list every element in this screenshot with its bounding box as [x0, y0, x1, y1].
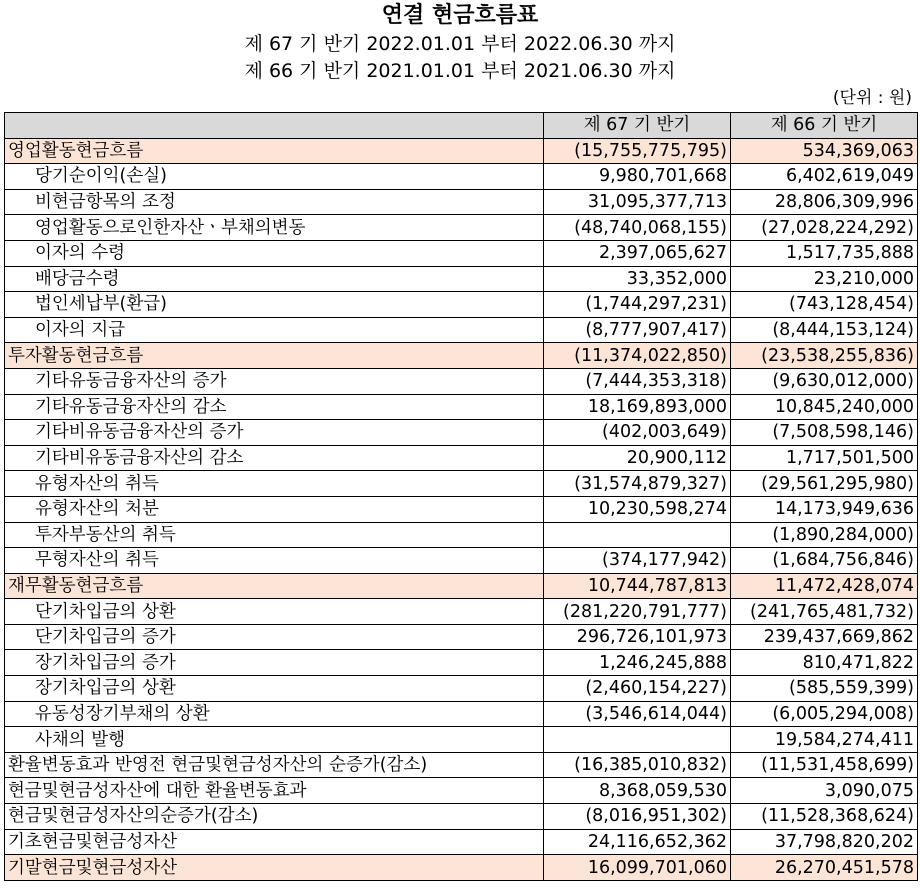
- section-row: [5, 855, 918, 881]
- table-row: [5, 522, 918, 548]
- current-period-amount: (8,016,951,302): [544, 804, 731, 830]
- current-period-amount: 31,095,377,713: [544, 189, 731, 215]
- current-period-amount: 8,368,059,530: [544, 778, 731, 804]
- table-row: [5, 317, 918, 343]
- row-label: 재무활동현금흐름: [5, 573, 544, 599]
- current-period-amount: 296,726,101,973: [544, 624, 731, 650]
- current-period-amount: 18,169,893,000: [544, 394, 731, 420]
- prior-period-amount: (29,561,295,980): [731, 471, 918, 497]
- statement-title: 연결 현금흐름표: [381, 3, 539, 28]
- row-label: 유형자산의 취득: [5, 471, 544, 497]
- current-period-amount: (16,385,010,832): [544, 752, 731, 778]
- current-period-amount: (31,574,879,327): [544, 471, 731, 497]
- prior-period-amount: 23,210,000: [731, 266, 918, 292]
- prior-period-amount: 3,090,075: [731, 778, 918, 804]
- current-period-amount: (402,003,649): [544, 420, 731, 446]
- section-row: [5, 138, 918, 164]
- current-period-amount: 9,980,701,668: [544, 164, 731, 190]
- prior-period-amount: (1,890,284,000): [731, 522, 918, 548]
- current-period-amount: (7,444,353,318): [544, 368, 731, 394]
- table-row: [5, 727, 918, 753]
- current-period-amount: (15,755,775,795): [544, 138, 731, 164]
- current-period-amount: 10,230,598,274: [544, 496, 731, 522]
- header-current-period: 제 67 기 반기: [544, 113, 731, 139]
- row-label: 영업활동현금흐름: [5, 138, 544, 164]
- current-period-amount: (2,460,154,227): [544, 676, 731, 702]
- row-label: 무형자산의 취득: [5, 548, 544, 574]
- table-row: [5, 189, 918, 215]
- current-period-amount: (374,177,942): [544, 548, 731, 574]
- table-row: [5, 266, 918, 292]
- prior-period-amount: (8,444,153,124): [731, 317, 918, 343]
- table-row: [5, 445, 918, 471]
- table-row: [5, 548, 918, 574]
- row-label: 현금및현금성자산에 대한 환율변동효과: [5, 778, 544, 804]
- prior-period-amount: (743,128,454): [731, 292, 918, 318]
- current-period-amount: (8,777,907,417): [544, 317, 731, 343]
- table-row: [5, 394, 918, 420]
- row-label: 기타비유동금융자산의 감소: [5, 445, 544, 471]
- prior-period-amount: (241,765,481,732): [731, 599, 918, 625]
- header-item: [5, 113, 544, 139]
- current-period-amount: 24,116,652,362: [544, 829, 731, 855]
- row-label: 법인세납부(환급): [5, 292, 544, 318]
- prior-period-amount: 37,798,820,202: [731, 829, 918, 855]
- table-row: [5, 292, 918, 318]
- row-label: 기타비유동금융자산의 증가: [5, 420, 544, 446]
- unit-label: (단위 : 원): [832, 88, 912, 108]
- table-row: [5, 701, 918, 727]
- row-label: 유동성장기부채의 상환: [5, 701, 544, 727]
- current-period-amount: 10,744,787,813: [544, 573, 731, 599]
- period-prior: 제 66 기 반기 2021.01.01 부터 2021.06.30 까지: [244, 60, 676, 82]
- row-label: 장기차입금의 증가: [5, 650, 544, 676]
- row-label: 기초현금및현금성자산: [5, 829, 544, 855]
- prior-period-amount: 10,845,240,000: [731, 394, 918, 420]
- current-period-amount: (281,220,791,777): [544, 599, 731, 625]
- row-label: 장기차입금의 상환: [5, 676, 544, 702]
- row-label: 기말현금및현금성자산: [5, 855, 544, 881]
- prior-period-amount: (11,528,368,624): [731, 804, 918, 830]
- prior-period-amount: 14,173,949,636: [731, 496, 918, 522]
- prior-period-amount: 19,584,274,411: [731, 727, 918, 753]
- prior-period-amount: (23,538,255,836): [731, 343, 918, 369]
- current-period-amount: (1,744,297,231): [544, 292, 731, 318]
- current-period-amount: (48,740,068,155): [544, 215, 731, 241]
- row-label: 단기차입금의 상환: [5, 599, 544, 625]
- prior-period-amount: (1,684,756,846): [731, 548, 918, 574]
- row-label: 이자의 수령: [5, 240, 544, 266]
- prior-period-amount: 239,437,669,862: [731, 624, 918, 650]
- row-label: 사채의 발행: [5, 727, 544, 753]
- table-row: [5, 420, 918, 446]
- table-row: [5, 599, 918, 625]
- row-label: 비현금항목의 조정: [5, 189, 544, 215]
- row-label: 투자활동현금흐름: [5, 343, 544, 369]
- row-label: 당기순이익(손실): [5, 164, 544, 190]
- current-period-amount: [544, 522, 731, 548]
- current-period-amount: 33,352,000: [544, 266, 731, 292]
- current-period-amount: [544, 727, 731, 753]
- table-row: [5, 676, 918, 702]
- table-row: [5, 164, 918, 190]
- prior-period-amount: (9,630,012,000): [731, 368, 918, 394]
- row-label: 투자부동산의 취득: [5, 522, 544, 548]
- table-row: [5, 240, 918, 266]
- prior-period-amount: (11,531,458,699): [731, 752, 918, 778]
- row-label: 영업활동으로인한자산ㆍ부채의변동: [5, 215, 544, 241]
- row-label: 환율변동효과 반영전 현금및현금성자산의 순증가(감소): [5, 752, 544, 778]
- row-label: 배당금수령: [5, 266, 544, 292]
- table-row: [5, 368, 918, 394]
- table-row: [5, 496, 918, 522]
- prior-period-amount: 1,717,501,500: [731, 445, 918, 471]
- table-row: [5, 650, 918, 676]
- table-row: [5, 624, 918, 650]
- prior-period-amount: 11,472,428,074: [731, 573, 918, 599]
- current-period-amount: (11,374,022,850): [544, 343, 731, 369]
- row-label: 이자의 지급: [5, 317, 544, 343]
- row-label: 현금및현금성자산의순증가(감소): [5, 804, 544, 830]
- table-row: [5, 804, 918, 830]
- row-label: 유형자산의 처분: [5, 496, 544, 522]
- table-row: [5, 215, 918, 241]
- table-row: [5, 829, 918, 855]
- section-row: [5, 573, 918, 599]
- prior-period-amount: (7,508,598,146): [731, 420, 918, 446]
- cash-flow-table: [4, 112, 918, 881]
- current-period-amount: 16,099,701,060: [544, 855, 731, 881]
- row-label: 기타유동금융자산의 감소: [5, 394, 544, 420]
- header-prior-period: 제 66 기 반기: [731, 113, 918, 139]
- table-row: [5, 778, 918, 804]
- prior-period-amount: (585,559,399): [731, 676, 918, 702]
- table-row: [5, 471, 918, 497]
- row-label: 단기차입금의 증가: [5, 624, 544, 650]
- current-period-amount: 1,246,245,888: [544, 650, 731, 676]
- prior-period-amount: 6,402,619,049: [731, 164, 918, 190]
- table-row: [5, 752, 918, 778]
- row-label: 기타유동금융자산의 증가: [5, 368, 544, 394]
- current-period-amount: (3,546,614,044): [544, 701, 731, 727]
- prior-period-amount: 26,270,451,578: [731, 855, 918, 881]
- prior-period-amount: (27,028,224,292): [731, 215, 918, 241]
- current-period-amount: 20,900,112: [544, 445, 731, 471]
- prior-period-amount: 534,369,063: [731, 138, 918, 164]
- period-current: 제 67 기 반기 2022.01.01 부터 2022.06.30 까지: [244, 33, 676, 55]
- header-row: [5, 113, 918, 139]
- prior-period-amount: 810,471,822: [731, 650, 918, 676]
- prior-period-amount: (6,005,294,008): [731, 701, 918, 727]
- section-row: [5, 343, 918, 369]
- prior-period-amount: 28,806,309,996: [731, 189, 918, 215]
- prior-period-amount: 1,517,735,888: [731, 240, 918, 266]
- current-period-amount: 2,397,065,627: [544, 240, 731, 266]
